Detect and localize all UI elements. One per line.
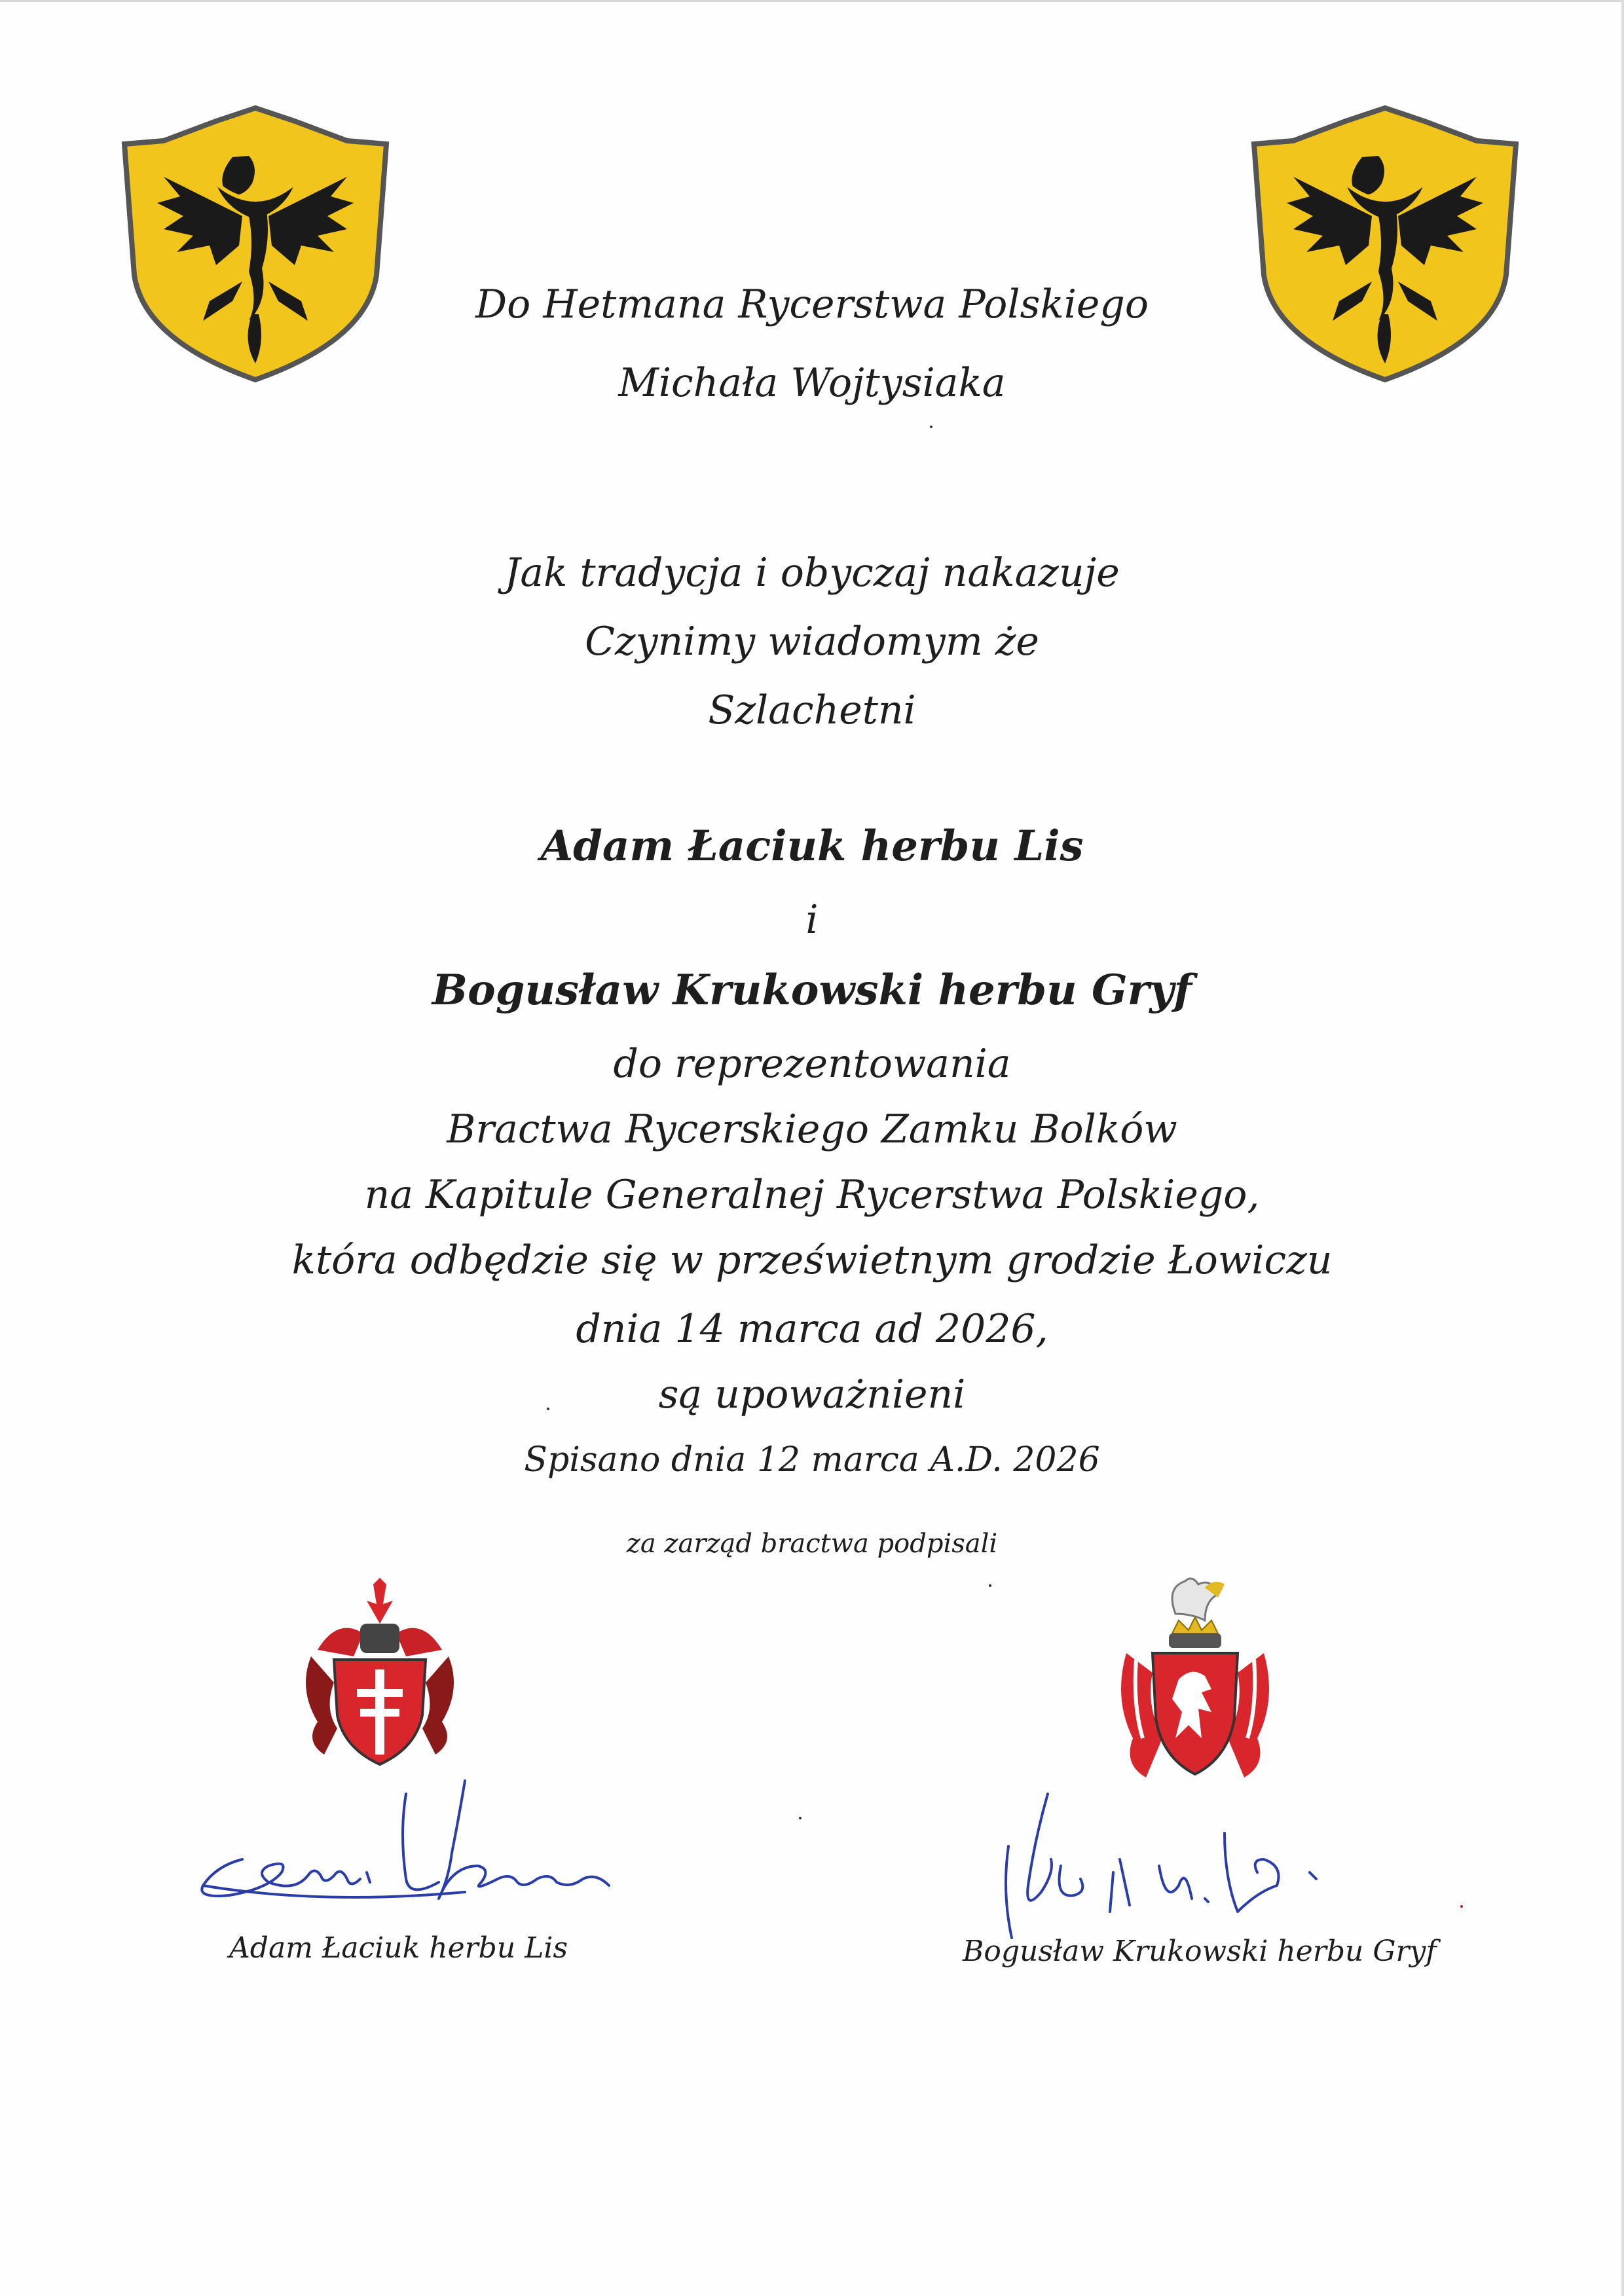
signature-right	[989, 1787, 1395, 1951]
page-top-edge	[0, 0, 1624, 2]
silesian-eagle-shield-right-icon	[1247, 105, 1522, 386]
body-line-3: na Kapitule Generalnej Rycerstwa Polskiego,	[364, 1172, 1260, 1218]
signer-name-right: Bogusław Krukowski herbu Gryf	[963, 1935, 1437, 1968]
scan-speck	[799, 1817, 802, 1819]
intro-line-1: Jak tradycja i obyczaj nakazuje	[504, 550, 1120, 596]
body-line-5: dnia 14 marca ad 2026,	[576, 1306, 1048, 1352]
silesian-eagle-shield-left-icon	[118, 105, 393, 386]
scan-speck	[1460, 1905, 1463, 1908]
address-line-1: Do Hetmana Rycerstwa Polskiego	[475, 282, 1149, 327]
signed-by-line: za zarząd bractwa podpisali	[626, 1529, 998, 1559]
coat-of-arms-right-icon	[1113, 1575, 1277, 1791]
body-line-2: Bractwa Rycerskiego Zamku Bolków	[447, 1106, 1177, 1152]
scan-speck	[547, 1408, 549, 1410]
body-line-6: są upoważnieni	[658, 1372, 966, 1417]
signer-name-left: Adam Łaciuk herbu Lis	[229, 1931, 568, 1965]
intro-line-2: Czynimy wiadomym że	[585, 619, 1039, 665]
body-line-4: która odbędzie się w prześwietnym grodzie Łowiczu	[291, 1237, 1333, 1283]
address-line-2: Michała Wojtysiaka	[618, 360, 1006, 406]
scan-speck	[930, 426, 932, 428]
delegate-conjunction: i	[805, 897, 819, 943]
delegate-second: Bogusław Krukowski herbu Gryf	[432, 966, 1192, 1015]
signature-left	[190, 1768, 688, 1938]
body-line-1: do reprezentowania	[613, 1041, 1011, 1087]
intro-line-3: Szlachetni	[708, 687, 916, 733]
delegate-first: Adam Łaciuk herbu Lis	[540, 822, 1084, 871]
scan-speck	[989, 1584, 991, 1587]
coat-of-arms-left-icon	[298, 1578, 462, 1774]
dated-line: Spisano dnia 12 marca A.D. 2026	[524, 1440, 1100, 1480]
